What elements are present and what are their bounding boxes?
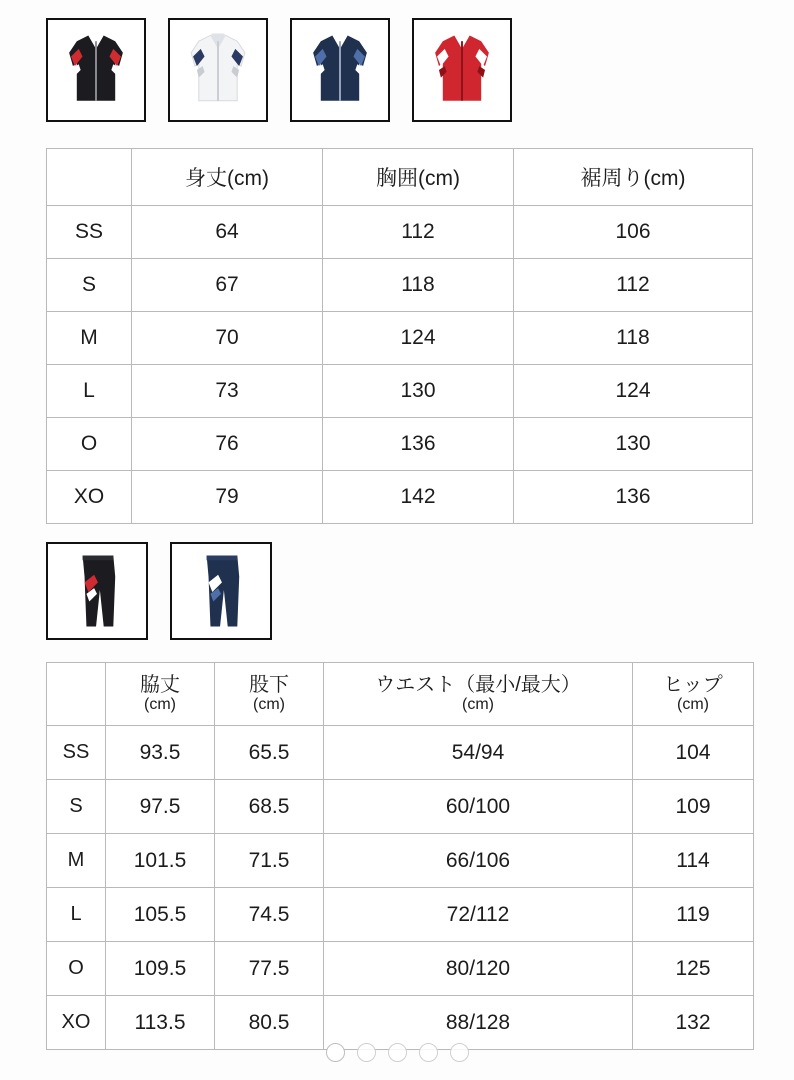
jacket-header-chest: 胸囲(cm) [323,149,514,206]
pants-cell-sidelength: 105.5 [106,888,215,942]
jacket-row-size: L [47,365,132,418]
pants-header-hip [633,663,754,726]
jacket-cell-hem: 136 [514,471,753,524]
pants-cell-waist: 88/128 [324,996,633,1050]
jacket-cell-length: 76 [132,418,323,471]
table-row [47,996,754,1050]
jacket-thumbnail-navy[interactable] [290,18,390,122]
pants-cell-sidelength: 93.5 [106,726,215,780]
jacket-size-table [46,148,753,524]
pants-header-waist [324,663,633,726]
table-row [47,726,754,780]
pants-header-inseam [215,663,324,726]
pants-cell-inseam: 80.5 [215,996,324,1050]
jacket-row-size: M [47,312,132,365]
pants-cell-inseam: 65.5 [215,726,324,780]
jacket-cell-hem: 130 [514,418,753,471]
carousel-dot-2[interactable] [357,1043,376,1062]
pants-header-inseam-unit: (cm) [253,696,285,714]
table-row [47,888,754,942]
pants-size-table [46,662,754,1050]
carousel-dot-3[interactable] [388,1043,407,1062]
jacket-thumbnail-red[interactable] [412,18,512,122]
pants-row-size: XO [47,996,106,1050]
jacket-white-icon [170,20,266,120]
pants-row-size: M [47,834,106,888]
pants-cell-waist: 72/112 [324,888,633,942]
jacket-cell-hem: 106 [514,206,753,259]
pants-cell-inseam: 74.5 [215,888,324,942]
table-row [47,206,753,259]
table-row [47,259,753,312]
pants-header-size [47,663,106,726]
jacket-thumbnail-row [0,0,794,122]
pants-cell-hip: 114 [633,834,754,888]
carousel-dot-5[interactable] [450,1043,469,1062]
jacket-cell-chest: 130 [323,365,514,418]
table-row [47,834,754,888]
jacket-cell-hem: 112 [514,259,753,312]
jacket-thumbnail-black[interactable] [46,18,146,122]
table-header-row [47,663,754,726]
pants-cell-waist: 66/106 [324,834,633,888]
table-header-row [47,149,753,206]
pants-cell-hip: 119 [633,888,754,942]
pants-thumbnail-navy[interactable] [170,542,272,640]
table-row [47,365,753,418]
jacket-row-size: O [47,418,132,471]
pants-size-table-wrap [0,662,794,1050]
pants-row-size: SS [47,726,106,780]
jacket-header-length: 身丈(cm) [132,149,323,206]
pants-cell-hip: 132 [633,996,754,1050]
pants-cell-waist: 80/120 [324,942,633,996]
jacket-header-size [47,149,132,206]
pants-header-sidelength [106,663,215,726]
pants-cell-waist: 54/94 [324,726,633,780]
pants-header-hip-unit: (cm) [677,696,709,714]
table-row [47,471,753,524]
pants-header-sidelength-unit: (cm) [144,696,176,714]
carousel-dot-4[interactable] [419,1043,438,1062]
table-row [47,942,754,996]
jacket-cell-hem: 124 [514,365,753,418]
jacket-cell-chest: 136 [323,418,514,471]
jacket-thumbnail-white[interactable] [168,18,268,122]
pants-header-inseam-main: 股下 [249,673,289,696]
pants-cell-inseam: 68.5 [215,780,324,834]
jacket-row-size: S [47,259,132,312]
jacket-cell-length: 73 [132,365,323,418]
pants-row-size: L [47,888,106,942]
jacket-header-hem: 裾周り(cm) [514,149,753,206]
pants-black-icon [48,544,146,638]
pants-header-hip-main: ヒップ [663,673,723,696]
jacket-cell-hem: 118 [514,312,753,365]
pants-cell-sidelength: 97.5 [106,780,215,834]
pants-row-size: S [47,780,106,834]
jacket-red-icon [414,20,510,120]
pants-navy-icon [172,544,270,638]
pants-header-sidelength-main: 脇丈 [140,673,180,696]
pants-thumbnail-black[interactable] [46,542,148,640]
pants-header-waist-unit: (cm) [462,696,494,714]
pants-cell-hip: 125 [633,942,754,996]
jacket-cell-chest: 142 [323,471,514,524]
jacket-row-size: XO [47,471,132,524]
table-row [47,312,753,365]
jacket-cell-chest: 124 [323,312,514,365]
pants-header-waist-main: ウエスト（最小/最大） [375,673,581,696]
table-row [47,418,753,471]
pants-thumbnail-row [0,524,794,640]
carousel-pagination[interactable] [0,1043,794,1062]
pants-cell-waist: 60/100 [324,780,633,834]
jacket-cell-length: 70 [132,312,323,365]
pants-cell-hip: 109 [633,780,754,834]
jacket-cell-chest: 112 [323,206,514,259]
jacket-cell-length: 64 [132,206,323,259]
jacket-size-table-wrap [0,148,794,524]
pants-cell-sidelength: 101.5 [106,834,215,888]
pants-cell-inseam: 71.5 [215,834,324,888]
table-row [47,780,754,834]
pants-cell-sidelength: 113.5 [106,996,215,1050]
pants-cell-sidelength: 109.5 [106,942,215,996]
pants-row-size: O [47,942,106,996]
jacket-navy-icon [292,20,388,120]
jacket-cell-chest: 118 [323,259,514,312]
carousel-dot-1[interactable] [326,1043,345,1062]
pants-cell-hip: 104 [633,726,754,780]
jacket-black-icon [48,20,144,120]
pants-cell-inseam: 77.5 [215,942,324,996]
jacket-row-size: SS [47,206,132,259]
jacket-cell-length: 79 [132,471,323,524]
jacket-cell-length: 67 [132,259,323,312]
